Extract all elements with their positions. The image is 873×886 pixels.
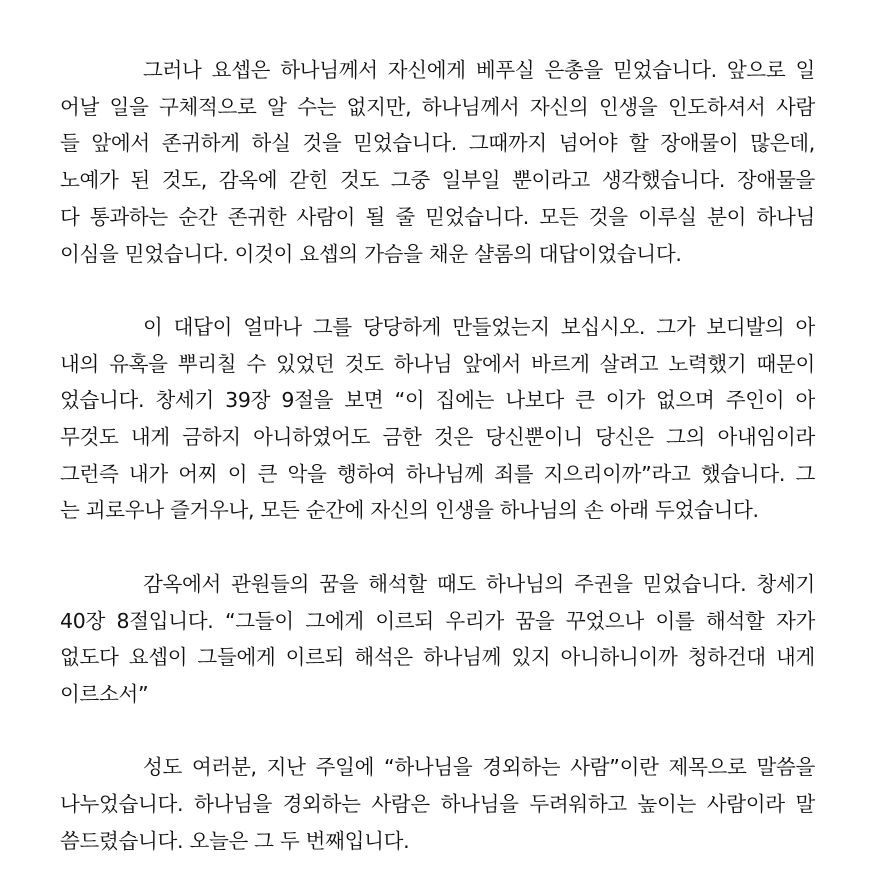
paragraph-1 — [60, 52, 815, 272]
paragraph-4 — [60, 749, 815, 859]
text-line: 이 대답이 얼마나 그를 당당하게 만들었는지 보십시오. 그가 보디발의 아 — [143, 314, 815, 339]
text-line: 나누었습니다. 하나님을 경외하는 사람은 하나님을 두려워하고 높이는 사람이라 말 — [60, 792, 815, 817]
text-line: 무것도 내게 금하지 아니하였어도 금한 것은 당신뿐이니 당신은 그의 아내임이라 — [60, 425, 815, 450]
paragraph-3 — [60, 566, 815, 713]
text-line: 들 앞에서 존귀하게 하실 것을 믿었습니다. 그때까지 넘어야 할 장애물이 많은데, — [60, 131, 815, 156]
text-line: 는 괴로우나 즐거우나, 모든 순간에 자신의 인생을 하나님의 손 아래 두었습니다. — [60, 498, 759, 523]
paragraph-2 — [60, 309, 815, 529]
text-line: 감옥에서 관원들의 꿈을 해석할 때도 하나님의 주권을 믿었습니다. 창세기 — [143, 571, 815, 596]
text-line: 그런즉 내가 어찌 이 큰 악을 행하여 하나님께 죄를 지으리이까”라고 했습니다. 그 — [60, 461, 815, 486]
text-line: 40장 8절입니다. “그들이 그에게 이르되 우리가 꿈을 꾸었으나 이를 해석할 자가 — [60, 608, 815, 633]
text-line: 성도 여러분, 지난 주일에 “하나님을 경외하는 사람”이란 제목으로 말씀을 — [143, 755, 815, 780]
text-line: 씀드렸습니다. 오늘은 그 두 번째입니다. — [60, 828, 410, 853]
text-line: 내의 유혹을 뿌리칠 수 있었던 것도 하나님 앞에서 바르게 살려고 노력했기 때문이 — [60, 351, 815, 376]
text-line: 이르소서” — [60, 681, 149, 706]
text-line: 었습니다. 창세기 39장 9절을 보면 “이 집에는 나보다 큰 이가 없으며 주인이 아 — [60, 388, 815, 413]
text-line: 노예가 된 것도, 감옥에 갇힌 것도 그중 일부일 뿐이라고 생각했습니다. 장애물을 — [60, 168, 815, 193]
text-line: 없도다 요셉이 그들에게 이르되 해석은 하나님께 있지 아니하니이까 청하건대 내게 — [60, 645, 815, 670]
text-line: 다 통과하는 순간 존귀한 사람이 될 줄 믿었습니다. 모든 것을 이루실 분이 하나님 — [60, 204, 815, 229]
text-line: 그러나 요셉은 하나님께서 자신에게 베푸실 은총을 믿었습니다. 앞으로 일 — [143, 58, 815, 82]
text-line: 이심을 믿었습니다. 이것이 요셉의 가슴을 채운 샬롬의 대답이었습니다. — [60, 241, 682, 266]
text-line: 어날 일을 구체적으로 알 수는 없지만, 하나님께서 자신의 인생을 인도하셔서 사람 — [60, 94, 815, 119]
